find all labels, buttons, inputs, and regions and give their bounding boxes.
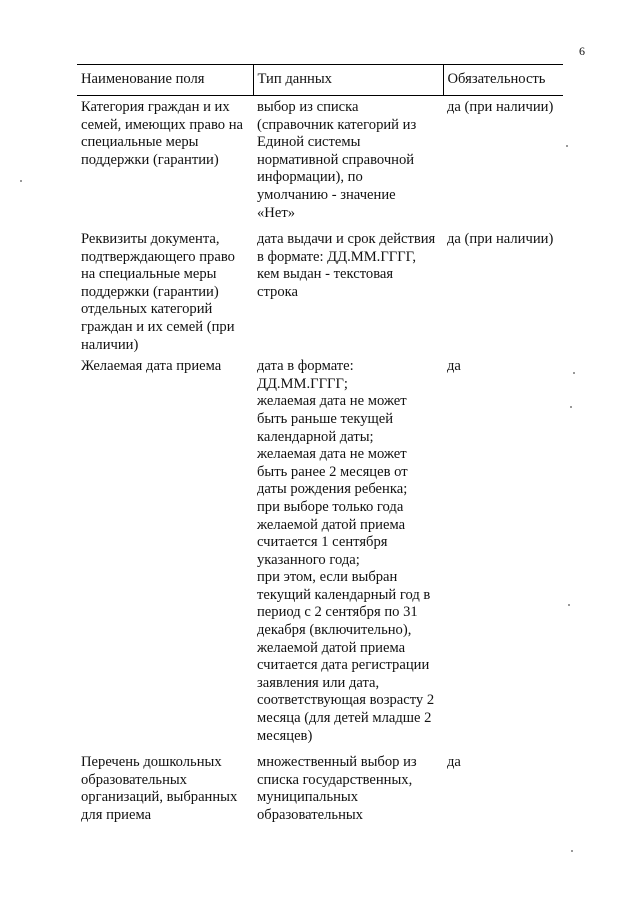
text-line: «Нет»	[257, 204, 295, 221]
cell-field-name	[77, 354, 253, 750]
text-line: семей, имеющих право на	[81, 116, 243, 133]
text-line: нормативной справочной	[257, 151, 415, 168]
text-line: подтверждающего право	[81, 248, 235, 265]
text-line: указанного года;	[257, 551, 360, 568]
text-line: желаемой датой приема	[257, 516, 406, 533]
fields-table	[77, 64, 563, 825]
text-line: выбор из списка	[257, 99, 359, 115]
cell-data-type	[253, 227, 443, 354]
text-line: образовательных	[81, 771, 187, 788]
text-line: даты рождения ребенка;	[257, 481, 408, 498]
text-line: считается 1 сентября	[257, 534, 388, 551]
cell-field-name	[77, 96, 253, 228]
cell-data-type	[253, 750, 443, 824]
header-required: Обязательность	[443, 65, 563, 96]
text-line: муниципальных	[257, 789, 359, 806]
text-line: дата в формате:	[257, 358, 354, 375]
cell-required	[443, 750, 563, 824]
text-line: строка	[257, 283, 298, 300]
cell-field-name	[77, 750, 253, 824]
text-line: месяцев)	[257, 727, 313, 744]
text-line: быть раньше текущей	[257, 410, 394, 427]
cell-field-name	[77, 227, 253, 354]
text-line: (справочник категорий из	[257, 116, 417, 133]
cell-required	[443, 354, 563, 750]
table-row	[77, 750, 563, 824]
cell-required	[443, 227, 563, 354]
text-line: Желаемая дата приема	[81, 358, 222, 375]
text-line: календарной даты;	[257, 428, 374, 445]
header-data-type: Тип данных	[253, 65, 443, 96]
text-line: множественный выбор из	[257, 754, 417, 771]
text-line: соответствующая возрасту 2	[257, 692, 435, 709]
text-line: для приема	[81, 806, 152, 823]
text-line: да (при наличии)	[447, 231, 554, 247]
text-line: в формате: ДД.ММ.ГГГГ,	[257, 248, 417, 265]
text-line: желаемой датой приема	[257, 639, 406, 656]
table-row	[77, 96, 563, 228]
text-line: отдельных категорий	[81, 301, 213, 318]
text-line: Категория граждан и их	[81, 99, 230, 115]
text-line: да	[447, 358, 461, 375]
text-line: при этом, если выбран	[257, 569, 398, 586]
cell-data-type	[253, 96, 443, 228]
text-line: да (при наличии)	[447, 99, 554, 115]
text-line: умолчанию - значение	[257, 186, 396, 203]
text-line: на специальные меры	[81, 266, 217, 283]
text-line: поддержки (гарантии)	[81, 151, 219, 168]
text-line: да	[447, 754, 461, 771]
text-line: декабря (включительно),	[257, 622, 412, 639]
text-line: ДД.ММ.ГГГГ;	[257, 375, 348, 392]
text-line: период с 2 сентября по 31	[257, 604, 418, 621]
cell-required	[443, 96, 563, 228]
page-number: 6	[579, 44, 585, 58]
text-line: заявления или дата,	[257, 674, 380, 691]
text-line: наличии)	[81, 336, 139, 353]
text-line: Единой системы	[257, 134, 361, 151]
text-line: кем выдан - текстовая	[257, 266, 394, 283]
text-line: специальные меры	[81, 134, 199, 151]
text-line: месяца (для детей младше 2	[257, 710, 432, 727]
text-line: текущий календарный год в	[257, 586, 431, 603]
text-line: списка государственных,	[257, 771, 413, 788]
text-line: желаемая дата не может	[257, 393, 407, 410]
text-line: при выборе только года	[257, 498, 404, 515]
text-line: поддержки (гарантии)	[81, 283, 219, 300]
text-line: образовательных	[257, 806, 363, 823]
text-line: Перечень дошкольных	[81, 754, 222, 771]
text-line: быть ранее 2 месяцев от	[257, 463, 408, 480]
text-line: Реквизиты документа,	[81, 231, 220, 247]
text-line: информации), по	[257, 169, 363, 186]
text-line: желаемая дата не может	[257, 446, 407, 463]
table-row	[77, 227, 563, 354]
table-row	[77, 354, 563, 750]
text-line: считается дата регистрации	[257, 657, 430, 674]
text-line: дата выдачи и срок действия	[257, 231, 436, 247]
table-header-row	[77, 65, 563, 96]
header-field-name: Наименование поля	[77, 65, 253, 96]
text-line: организаций, выбранных	[81, 789, 238, 806]
text-line: граждан и их семей (при	[81, 318, 235, 335]
cell-data-type	[253, 354, 443, 750]
